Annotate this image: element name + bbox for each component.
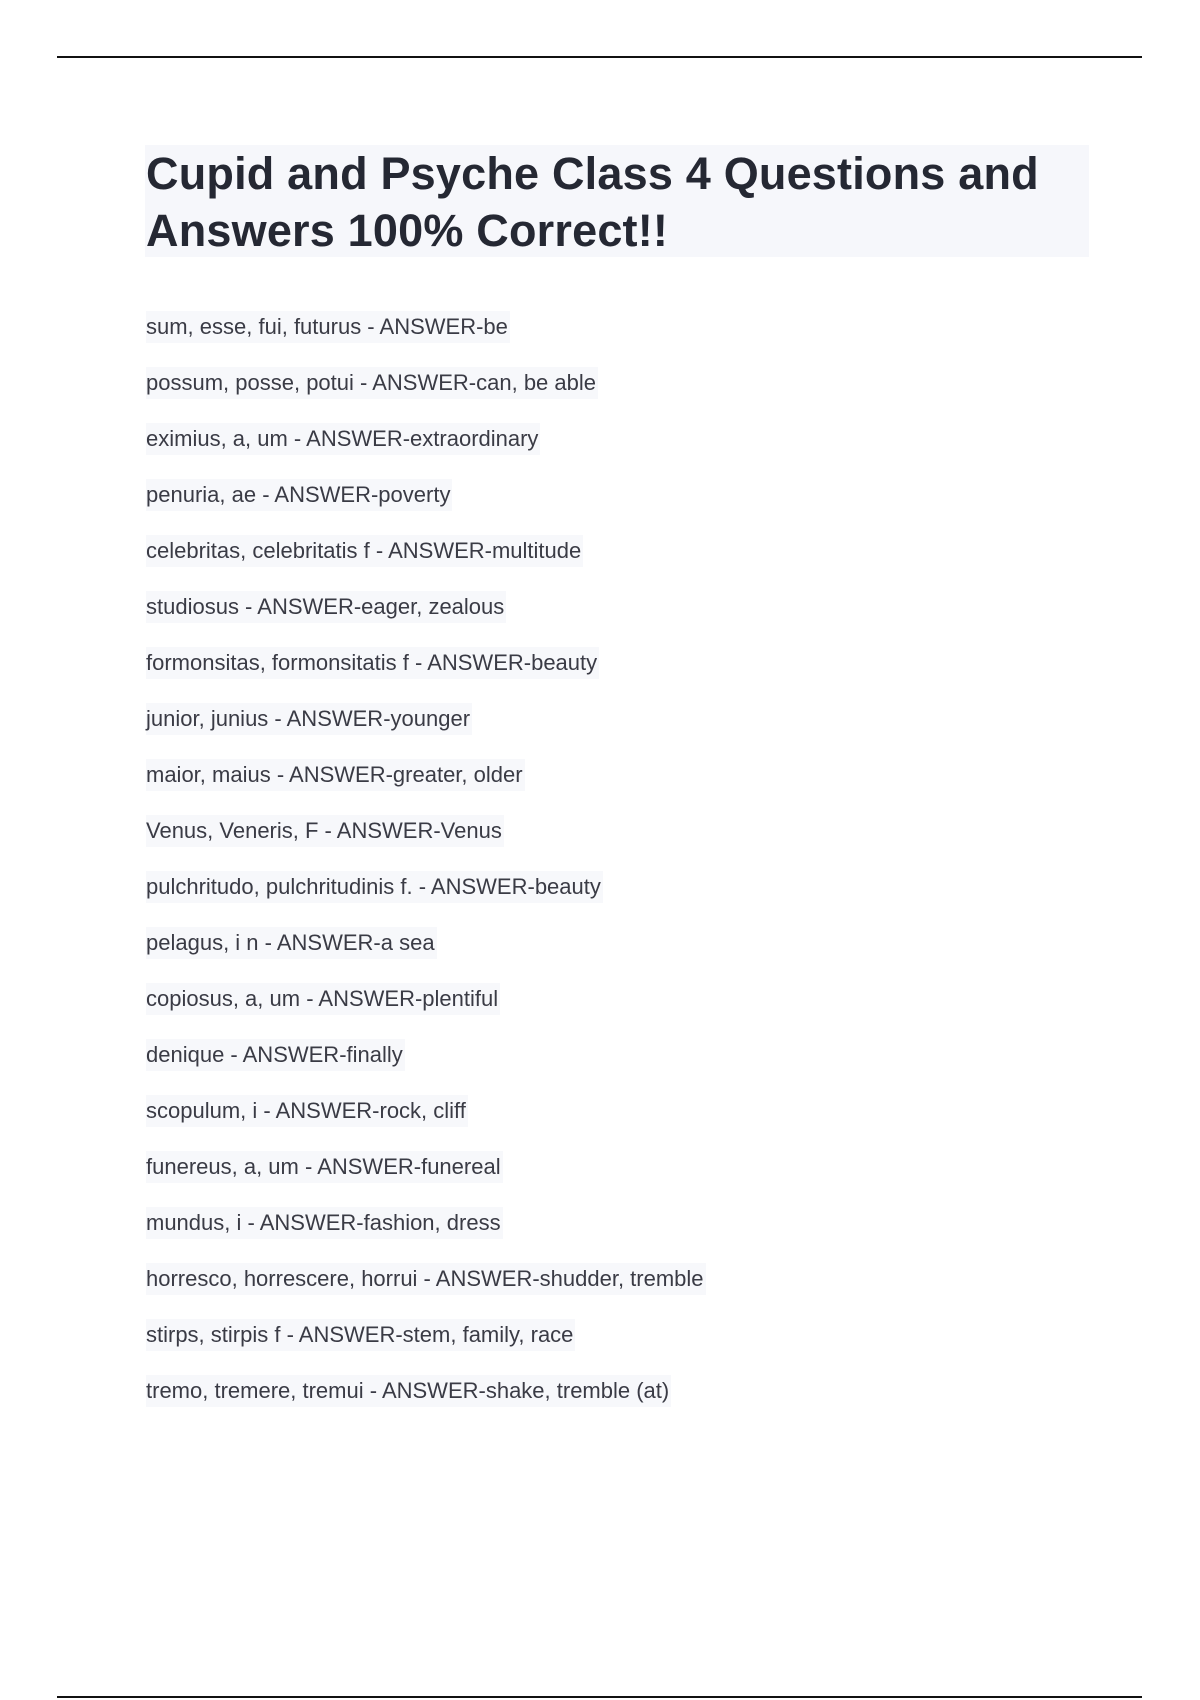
page-title: Cupid and Psyche Class 4 Questions and Answers 100% Correct!! [146, 148, 1039, 256]
qa-item-text: mundus, i - ANSWER-fashion, dress [146, 1207, 503, 1239]
qa-item-text: sum, esse, fui, futurus - ANSWER-be [146, 311, 510, 343]
qa-list [146, 311, 706, 1431]
qa-item [146, 647, 706, 703]
qa-item-text: scopulum, i - ANSWER-rock, cliff [146, 1095, 468, 1127]
qa-item [146, 703, 706, 759]
qa-item-text: possum, posse, potui - ANSWER-can, be able [146, 367, 598, 399]
qa-item [146, 1039, 706, 1095]
qa-item [146, 759, 706, 815]
qa-item [146, 983, 706, 1039]
top-rule [57, 56, 1142, 58]
qa-item [146, 1319, 706, 1375]
qa-item-text: pulchritudo, pulchritudinis f. - ANSWER-beauty [146, 871, 603, 903]
qa-item-text: pelagus, i n - ANSWER-a sea [146, 927, 437, 959]
qa-item [146, 1151, 706, 1207]
qa-item [146, 815, 706, 871]
qa-item-text: maior, maius - ANSWER-greater, older [146, 759, 525, 791]
qa-item-text: horresco, horrescere, horrui - ANSWER-shudder, tremble [146, 1263, 706, 1295]
qa-item [146, 1263, 706, 1319]
qa-item-text: celebritas, celebritatis f - ANSWER-multitude [146, 535, 583, 567]
qa-item [146, 591, 706, 647]
qa-item-text: Venus, Veneris, F - ANSWER-Venus [146, 815, 504, 847]
qa-item [146, 1207, 706, 1263]
qa-item [146, 535, 706, 591]
qa-item-text: denique - ANSWER-finally [146, 1039, 405, 1071]
qa-item-text: eximius, a, um - ANSWER-extraordinary [146, 423, 540, 455]
qa-item-text: stirps, stirpis f - ANSWER-stem, family, race [146, 1319, 575, 1351]
qa-item [146, 1095, 706, 1151]
qa-item [146, 367, 706, 423]
qa-item [146, 927, 706, 983]
qa-item-text: tremo, tremere, tremui - ANSWER-shake, tremble (at) [146, 1375, 671, 1407]
qa-item-text: funereus, a, um - ANSWER-funereal [146, 1151, 503, 1183]
bottom-rule [57, 1696, 1142, 1698]
qa-item [146, 871, 706, 927]
qa-item [146, 423, 706, 479]
qa-item-text: copiosus, a, um - ANSWER-plentiful [146, 983, 500, 1015]
qa-item [146, 1375, 706, 1431]
qa-item-text: penuria, ae - ANSWER-poverty [146, 479, 452, 511]
qa-item [146, 311, 706, 367]
qa-item-text: studiosus - ANSWER-eager, zealous [146, 591, 506, 623]
qa-item-text: junior, junius - ANSWER-younger [146, 703, 472, 735]
qa-item [146, 479, 706, 535]
qa-item-text: formonsitas, formonsitatis f - ANSWER-beauty [146, 647, 599, 679]
